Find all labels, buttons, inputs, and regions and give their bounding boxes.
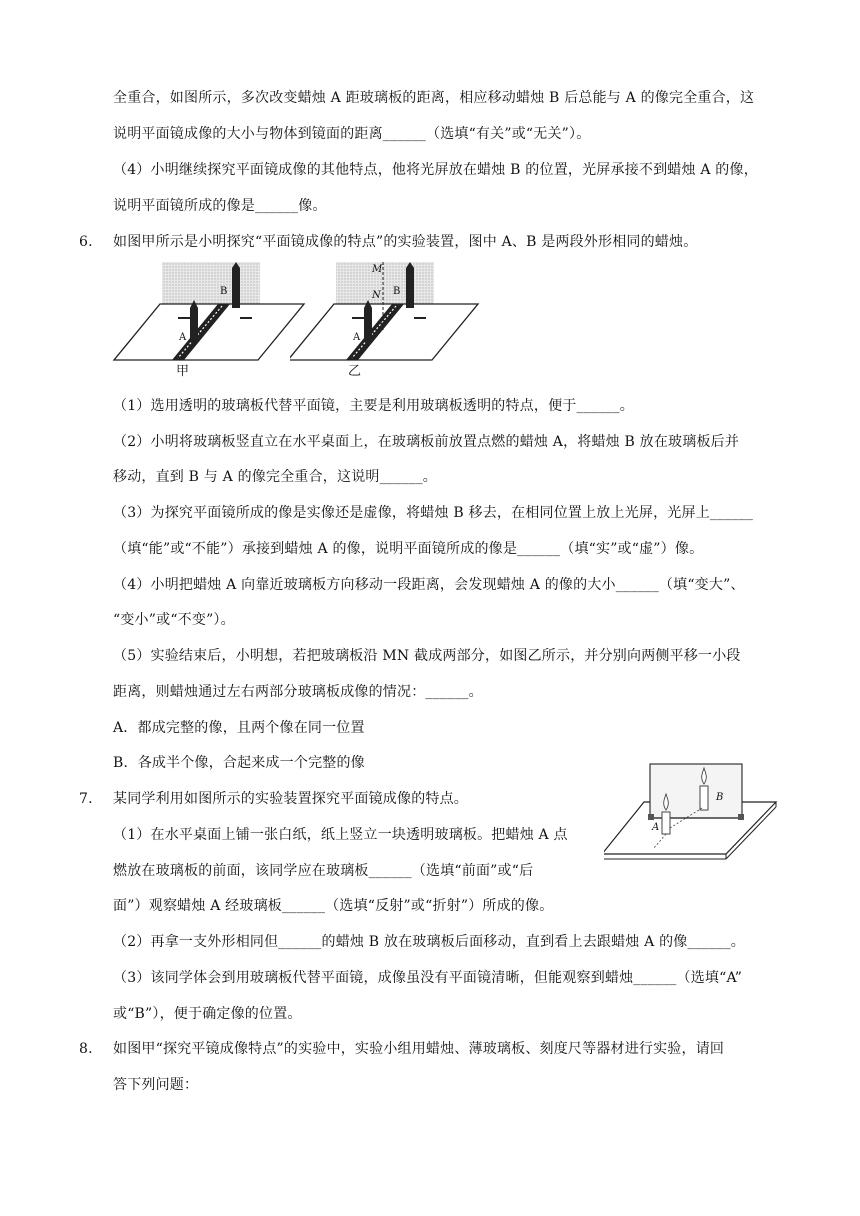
text-line: （4）小明继续探究平面镜成像的其他特点，他将光屏放在蜡烛 B 的位置，光屏承接不到蜡烛 A 的像， bbox=[113, 162, 758, 178]
label-b: B bbox=[393, 286, 401, 297]
sub-question: 燃放在玻璃板的前面，该同学应在玻璃板______（选填“前面”或“后 bbox=[113, 863, 534, 879]
label-a: A bbox=[353, 332, 361, 343]
text-line: 全重合，如图所示，多次改变蜡烛 A 距玻璃板的距离，相应移动蜡烛 B 后总能与 A 的像完全重合，这 bbox=[113, 90, 755, 106]
sub-question: （2）再拿一支外形相同但______的蜡烛 B 放在玻璃板后面移动，直到看上去跟蜡烛 A 的像______。 bbox=[113, 934, 745, 950]
sub-question: （4）小明把蜡烛 A 向靠近玻璃板方向移动一段距离，会发现蜡烛 A 的像的大小______（填“变大”、 bbox=[113, 577, 745, 593]
sub-question: 移动，直到 B 与 A 的像完全重合，这说明______。 bbox=[113, 469, 437, 485]
label-m: M bbox=[372, 264, 383, 275]
sub-question: （3）该同学体会到用玻璃板代替平面镜，成像虽没有平面镜清晰，但能观察到蜡烛______（选填“A” bbox=[113, 970, 743, 986]
figure-yi bbox=[290, 260, 486, 378]
sub-question: 面”）观察蜡烛 A 经玻璃板______（选填“反射”或“折射”）所成的像。 bbox=[113, 898, 554, 914]
figure-caption: 乙 bbox=[348, 364, 362, 379]
sub-question: （5）实验结束后，小明想，若把玻璃板沿 MN 截成两部分，如图乙所示，并分别向两侧平移一小段 bbox=[113, 648, 741, 664]
label-a: A bbox=[652, 822, 660, 833]
sub-question: （2）小明将玻璃板竖直立在水平桌面上，在玻璃板前放置点燃的蜡烛 A，将蜡烛 B 放在玻璃板后并 bbox=[113, 434, 740, 450]
question-stem: 如图甲所示是小明探究“平面镜成像的特点”的实验装置，图中 A、B 是两段外形相同的蜡烛。 bbox=[113, 234, 698, 250]
label-b: B bbox=[716, 792, 724, 803]
sub-question: （1）选用透明的玻璃板代替平面镜，主要是利用玻璃板透明的特点，便于______。 bbox=[113, 398, 634, 414]
figure-jia bbox=[112, 260, 308, 378]
sub-question: 距离，则蜡烛通过左右两部分玻璃板成像的情况：______。 bbox=[113, 684, 483, 700]
question-number: 6. bbox=[79, 234, 93, 250]
question-stem: 答下列问题： bbox=[113, 1077, 199, 1093]
label-a: A bbox=[179, 332, 187, 343]
sub-question: 或“B”），便于确定像的位置。 bbox=[113, 1006, 302, 1022]
text-line: 说明平面镜成像的大小与物体到镜面的距离______（选填“有关”或“无关”）。 bbox=[113, 126, 591, 142]
option-a: A．都成完整的像，且两个像在同一位置 bbox=[113, 720, 365, 736]
question-number: 8. bbox=[79, 1041, 93, 1057]
sub-question: “变小”或“不变”）。 bbox=[113, 612, 235, 628]
label-b: B bbox=[220, 286, 228, 297]
sub-question: （1）在水平桌面上铺一张白纸，纸上竖立一块透明玻璃板。把蜡烛 A 点 bbox=[113, 827, 568, 843]
label-n: N bbox=[372, 290, 381, 301]
sub-question: （3）为探究平面镜所成的像是实像还是虚像，将蜡烛 B 移去，在相同位置上放上光屏，光屏上______ bbox=[113, 505, 754, 521]
question-stem: 如图甲“探究平镜成像特点”的实验中，实验小组用蜡烛、薄玻璃板、刻度尺等器材进行实验，请回 bbox=[113, 1041, 725, 1057]
option-b: B．各成半个像，合起来成一个完整的像 bbox=[113, 755, 365, 771]
question-number: 7. bbox=[79, 791, 93, 807]
figure-q7 bbox=[604, 762, 780, 868]
question-stem: 某同学利用如图所示的实验装置探究平面镜成像的特点。 bbox=[113, 791, 468, 807]
text-line: 说明平面镜所成的像是______像。 bbox=[113, 198, 327, 214]
figure-caption: 甲 bbox=[176, 364, 190, 379]
sub-question: （填“能”或“不能”）承接到蜡烛 A 的像，说明平面镜所成的像是______（填“实”或“虚”）像。 bbox=[113, 541, 704, 557]
